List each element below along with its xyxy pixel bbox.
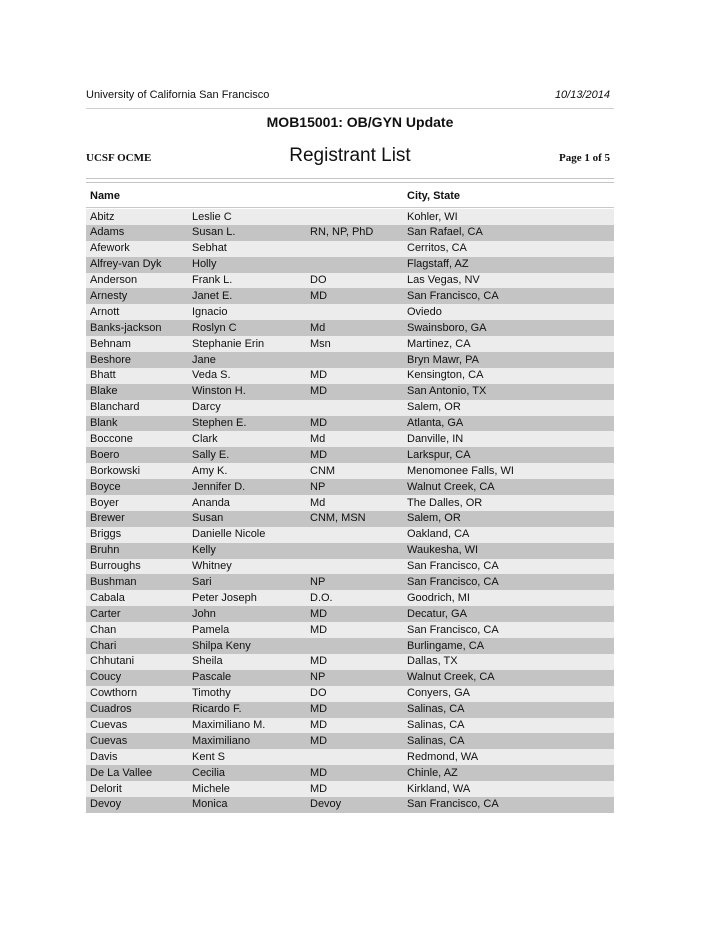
city-state-cell: Kohler, WI xyxy=(407,210,458,223)
last-name-cell: Blake xyxy=(90,385,118,398)
first-name-cell: Sebhat xyxy=(192,242,227,255)
city-state-cell: Chinle, AZ xyxy=(407,766,458,779)
table-row xyxy=(86,273,614,289)
city-state-cell: Las Vegas, NV xyxy=(407,274,480,287)
table-header xyxy=(86,190,614,206)
first-name-cell: Maximiliano xyxy=(192,734,251,747)
degree-cell: MD xyxy=(310,719,328,731)
table-row xyxy=(86,670,614,686)
city-state-cell: Decatur, GA xyxy=(407,607,467,620)
last-name-cell: Blank xyxy=(90,417,118,430)
city-state-cell: Danville, IN xyxy=(407,432,464,445)
first-name-cell: Leslie C xyxy=(192,210,232,223)
last-name-cell: Blanchard xyxy=(90,401,140,414)
first-name-cell: Danielle Nicole xyxy=(192,528,266,541)
last-name-cell: Cowthorn xyxy=(90,687,138,700)
city-state-cell: Bryn Mawr, PA xyxy=(407,353,479,366)
table-row xyxy=(86,463,614,479)
city-state-cell: Atlanta, GA xyxy=(407,417,464,430)
city-state-cell: San Rafael, CA xyxy=(407,226,483,239)
first-name-cell: Kent S xyxy=(192,750,226,763)
last-name-cell: Adams xyxy=(90,226,125,239)
table-row xyxy=(86,320,614,336)
first-name-cell: Whitney xyxy=(192,560,232,573)
table-row xyxy=(86,384,614,400)
last-name-cell: Devoy xyxy=(90,798,122,811)
first-name-cell: Winston H. xyxy=(192,385,246,398)
city-state-cell: Walnut Creek, CA xyxy=(407,671,495,684)
last-name-cell: Beshore xyxy=(90,353,131,366)
first-name-cell: Holly xyxy=(192,258,217,271)
last-name-cell: Boyer xyxy=(90,496,119,509)
last-name-cell: Arnott xyxy=(90,305,120,318)
degree-cell: MD xyxy=(310,385,328,398)
first-name-cell: Roslyn C xyxy=(192,321,237,334)
degree-cell: MD xyxy=(310,766,328,779)
last-name-cell: Chari xyxy=(90,639,117,652)
table-row xyxy=(86,543,614,559)
first-name-cell: Jennifer D. xyxy=(192,480,246,493)
city-state-cell: Salinas, CA xyxy=(407,719,465,731)
last-name-cell: Afework xyxy=(90,242,130,255)
course-title: MOB15001: OB/GYN Update xyxy=(266,114,454,130)
first-name-cell: Stephen E. xyxy=(192,417,247,430)
city-state-cell: San Francisco, CA xyxy=(407,623,499,636)
table-row xyxy=(86,654,614,670)
table-row xyxy=(86,352,614,368)
first-name-cell: Ananda xyxy=(192,496,230,509)
last-name-cell: Cabala xyxy=(90,591,125,604)
table-row xyxy=(86,574,614,590)
table-row xyxy=(86,225,614,241)
table-row xyxy=(86,559,614,575)
city-state-cell: Oakland, CA xyxy=(407,528,470,541)
first-name-cell: Frank L. xyxy=(192,274,233,287)
degree-cell: MD xyxy=(310,734,328,747)
first-name-cell: Janet E. xyxy=(192,289,233,302)
degree-cell: MD xyxy=(310,607,328,620)
degree-cell: NP xyxy=(310,575,326,588)
degree-cell: MD xyxy=(310,369,328,382)
degree-cell: NP xyxy=(310,480,326,493)
city-state-cell: Goodrich, MI xyxy=(407,591,470,604)
degree-cell: D.O. xyxy=(310,591,333,604)
last-name-cell: Carter xyxy=(90,607,121,620)
city-state-cell: Burlingame, CA xyxy=(407,639,485,652)
degree-cell: RN, NP, PhD xyxy=(310,226,374,239)
last-name-cell: Arnesty xyxy=(90,289,128,302)
last-name-cell: De La Vallee xyxy=(90,766,153,779)
first-name-cell: Susan xyxy=(192,512,224,525)
first-name-cell: Michele xyxy=(192,782,230,795)
last-name-cell: Alfrey-van Dyk xyxy=(90,258,162,271)
city-state-cell: Kirkland, WA xyxy=(407,782,471,795)
last-name-cell: Boccone xyxy=(90,432,133,445)
first-name-cell: Sheila xyxy=(192,655,223,668)
first-name-cell: John xyxy=(192,607,216,620)
first-name-cell: Shilpa Keny xyxy=(192,639,251,652)
city-state-cell: San Francisco, CA xyxy=(407,560,499,573)
city-state-cell: Salem, OR xyxy=(407,401,461,414)
table-row xyxy=(86,209,614,225)
degree-cell: MD xyxy=(310,417,328,430)
city-state-cell: Waukesha, WI xyxy=(407,544,479,557)
last-name-cell: Bhatt xyxy=(90,369,116,382)
degree-cell: NP xyxy=(310,671,326,684)
first-name-cell: Cecilia xyxy=(192,766,226,779)
first-name-cell: Veda S. xyxy=(192,369,231,382)
column-header-name: Name xyxy=(90,190,120,202)
table-row xyxy=(86,718,614,734)
city-state-cell: Larkspur, CA xyxy=(407,448,471,461)
degree-cell: MD xyxy=(310,703,328,716)
first-name-cell: Timothy xyxy=(192,687,231,700)
degree-cell: CNM xyxy=(310,464,336,477)
first-name-cell: Sari xyxy=(192,575,212,588)
table-row xyxy=(86,416,614,432)
degree-cell: Md xyxy=(310,321,326,334)
first-name-cell: Ricardo F. xyxy=(192,703,242,716)
title-divider-top xyxy=(86,178,614,179)
report-date: 10/13/2014 xyxy=(554,89,610,101)
city-state-cell: Oviedo xyxy=(407,305,442,318)
last-name-cell: Brewer xyxy=(90,512,125,525)
degree-cell: Md xyxy=(310,432,326,445)
list-title: Registrant List xyxy=(289,145,411,166)
table-row xyxy=(86,431,614,447)
degree-cell: MD xyxy=(310,623,328,636)
table-row xyxy=(86,257,614,273)
degree-cell: DO xyxy=(310,274,327,287)
last-name-cell: Briggs xyxy=(90,528,122,541)
first-name-cell: Monica xyxy=(192,798,228,811)
page-header xyxy=(86,87,612,107)
first-name-cell: Clark xyxy=(192,432,218,445)
city-state-cell: San Francisco, CA xyxy=(407,798,499,811)
degree-cell: Msn xyxy=(310,337,331,350)
institution-name: University of California San Francisco xyxy=(86,89,270,101)
city-state-cell: Redmond, WA xyxy=(407,750,479,763)
first-name-cell: Sally E. xyxy=(192,448,230,461)
city-state-cell: Salem, OR xyxy=(407,512,461,525)
last-name-cell: Delorit xyxy=(90,782,122,795)
first-name-cell: Amy K. xyxy=(192,464,228,477)
city-state-cell: Dallas, TX xyxy=(407,655,458,668)
header-divider xyxy=(86,108,614,109)
first-name-cell: Peter Joseph xyxy=(192,591,257,604)
last-name-cell: Boero xyxy=(90,448,120,461)
city-state-cell: Martinez, CA xyxy=(407,337,471,350)
first-name-cell: Susan L. xyxy=(192,226,236,239)
table-row xyxy=(86,288,614,304)
city-state-cell: Menomonee Falls, WI xyxy=(407,464,514,477)
first-name-cell: Pascale xyxy=(192,671,232,684)
degree-cell: CNM, MSN xyxy=(310,512,366,525)
degree-cell: MD xyxy=(310,655,328,668)
table-row xyxy=(86,622,614,638)
table-row xyxy=(86,447,614,463)
city-state-cell: Walnut Creek, CA xyxy=(407,480,495,493)
table-row xyxy=(86,336,614,352)
city-state-cell: Cerritos, CA xyxy=(407,242,467,255)
last-name-cell: Anderson xyxy=(90,274,138,287)
degree-cell: MD xyxy=(310,782,328,795)
title-divider-bottom xyxy=(86,182,614,183)
city-state-cell: San Francisco, CA xyxy=(407,289,499,302)
table-row xyxy=(86,733,614,749)
last-name-cell: Abitz xyxy=(90,210,115,223)
table-row xyxy=(86,606,614,622)
organization-label: UCSF OCME xyxy=(86,152,152,164)
first-name-cell: Pamela xyxy=(192,623,230,636)
table-row xyxy=(86,638,614,654)
city-state-cell: San Francisco, CA xyxy=(407,575,499,588)
city-state-cell: Flagstaff, AZ xyxy=(407,258,469,271)
last-name-cell: Burroughs xyxy=(90,560,141,573)
last-name-cell: Chan xyxy=(90,623,117,636)
last-name-cell: Banks-jackson xyxy=(90,321,162,334)
degree-cell: Md xyxy=(310,496,326,509)
page-number: Page 1 of 5 xyxy=(558,152,610,164)
table-row xyxy=(86,368,614,384)
last-name-cell: Boyce xyxy=(90,480,121,493)
last-name-cell: Bruhn xyxy=(90,544,120,557)
table-row xyxy=(86,479,614,495)
degree-cell: MD xyxy=(310,289,328,302)
table-row xyxy=(86,702,614,718)
first-name-cell: Jane xyxy=(192,353,216,366)
column-header-city-state: City, State xyxy=(407,190,460,202)
last-name-cell: Coucy xyxy=(90,671,122,684)
registrant-table xyxy=(86,209,614,813)
last-name-cell: Borkowski xyxy=(90,464,141,477)
first-name-cell: Ignacio xyxy=(192,305,228,318)
table-row xyxy=(86,781,614,797)
table-row xyxy=(86,527,614,543)
city-state-cell: Salinas, CA xyxy=(407,734,465,747)
last-name-cell: Davis xyxy=(90,750,118,763)
table-row xyxy=(86,304,614,320)
city-state-cell: Salinas, CA xyxy=(407,703,465,716)
city-state-cell: Swainsboro, GA xyxy=(407,321,487,334)
table-row xyxy=(86,765,614,781)
first-name-cell: Maximiliano M. xyxy=(192,719,266,731)
last-name-cell: Chhutani xyxy=(90,655,135,668)
city-state-cell: Conyers, GA xyxy=(407,687,470,700)
degree-cell: MD xyxy=(310,448,328,461)
first-name-cell: Darcy xyxy=(192,401,221,414)
table-row xyxy=(86,495,614,511)
city-state-cell: San Antonio, TX xyxy=(407,385,487,398)
last-name-cell: Cuadros xyxy=(90,703,132,716)
first-name-cell: Stephanie Erin xyxy=(192,337,265,350)
table-row xyxy=(86,241,614,257)
last-name-cell: Behnam xyxy=(90,337,131,350)
table-row xyxy=(86,511,614,527)
city-state-cell: The Dalles, OR xyxy=(407,496,483,509)
last-name-cell: Cuevas xyxy=(90,734,128,747)
table-row xyxy=(86,686,614,702)
degree-cell: DO xyxy=(310,687,327,700)
table-row xyxy=(86,797,614,813)
city-state-cell: Kensington, CA xyxy=(407,369,484,382)
table-row xyxy=(86,749,614,765)
degree-cell: Devoy xyxy=(310,798,342,811)
first-name-cell: Kelly xyxy=(192,544,216,557)
table-row xyxy=(86,400,614,416)
last-name-cell: Cuevas xyxy=(90,719,128,731)
table-header-divider xyxy=(86,207,614,208)
table-row xyxy=(86,590,614,606)
last-name-cell: Bushman xyxy=(90,575,137,588)
